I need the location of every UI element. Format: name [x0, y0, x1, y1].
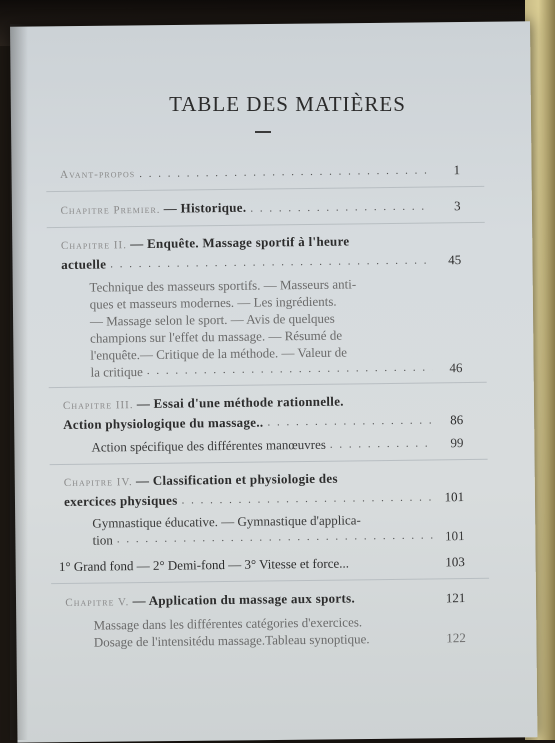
chapter-label: Chapitre V.: [65, 596, 130, 609]
chapter-title-line1: — Essai d'une méthode rationnelle.: [136, 393, 344, 412]
page-number: 3: [453, 198, 461, 214]
toc-entry-chapter-4: [58, 468, 465, 577]
subsection-line: 1° Grand fond — 2° Demi-fond — 3° Vitesse et force...: [58, 555, 350, 575]
leader-dots: [110, 250, 431, 274]
subsection-line: Gymnastique éducative. — Gymnastique d'applica-: [92, 512, 361, 531]
page-number: 101: [444, 528, 465, 544]
subsection-line: — Massage selon le sport. — Avis de quelques: [89, 310, 335, 329]
chapter-title: — Historique.: [163, 199, 247, 216]
chapter-label: Chapitre Premier.: [60, 203, 161, 217]
chapter-title-line2: actuelle: [61, 256, 107, 272]
chapter-title-line2: exercices physiques: [64, 492, 178, 509]
page-title: TABLE DES MATIÈRES: [169, 92, 406, 116]
leader-dots: [147, 359, 433, 379]
subsection-line: ques et masseurs modernes. — Les ingrédients.: [89, 293, 337, 312]
leader-dots: [267, 410, 433, 432]
subsection-line: tion: [92, 532, 113, 548]
leader-dots: [139, 160, 430, 184]
separator: [49, 382, 487, 388]
separator: [46, 186, 484, 192]
leader-dots: [330, 433, 434, 454]
chapter-label: Chapitre II.: [60, 239, 128, 252]
page-number: 121: [445, 590, 466, 606]
subsection-line: la critique: [90, 364, 143, 380]
leader-dots: [250, 196, 430, 218]
subsection-line: champions sur l'effet du massage. — Résumé de: [90, 327, 343, 346]
page-number: 45: [448, 252, 462, 268]
chapter-title-line1: — Classification et physiologie des: [135, 470, 338, 489]
chapter-label: Chapitre III.: [62, 399, 134, 412]
page-number: 46: [449, 360, 463, 376]
chapter-title-line1: — Enquête. Massage sportif à l'heure: [130, 233, 350, 252]
subsection-line: Technique des masseurs sportifs. — Masseurs anti-: [89, 276, 357, 295]
subsection-line: Massage dans les différentes catégories d'exercices.: [93, 614, 363, 633]
page-shade: [10, 24, 28, 740]
title-rule: [255, 131, 271, 133]
page-number: 86: [450, 412, 464, 428]
entry-label: Avant-propos: [60, 168, 136, 181]
chapter-title-line2: Action physiologique du massage..: [63, 414, 264, 432]
toc-entry-chapter-2: [61, 231, 463, 381]
page-number: 1: [453, 162, 461, 178]
toc-entry-chapter-1: [60, 195, 460, 221]
chapter-title: — Application du massage aux sports.: [132, 590, 356, 609]
leader-dots: [117, 527, 435, 548]
subsection-line: Action spécifique des différentes manœuvres: [91, 436, 326, 455]
separator: [50, 459, 488, 465]
chapter-label: Chapitre IV.: [63, 476, 133, 489]
page-number: 99: [450, 435, 464, 451]
separator: [51, 578, 489, 584]
table-of-contents: [60, 160, 466, 651]
separator: [47, 222, 485, 228]
toc-entry-avant-propos: [60, 160, 460, 185]
subsection-line: l'enquête.— Critique de la méthode. — Valeur de: [90, 344, 348, 363]
subsection-line: Dosage de l'intensitédu massage.Tableau synoptique.: [93, 631, 370, 650]
page-number: 103: [445, 554, 465, 570]
toc-entry-chapter-3: [63, 391, 464, 458]
page-number: 101: [444, 489, 465, 505]
page-number: 122: [446, 630, 466, 646]
toc-entry-chapter-5: [65, 587, 466, 651]
leader-dots: [181, 487, 434, 510]
